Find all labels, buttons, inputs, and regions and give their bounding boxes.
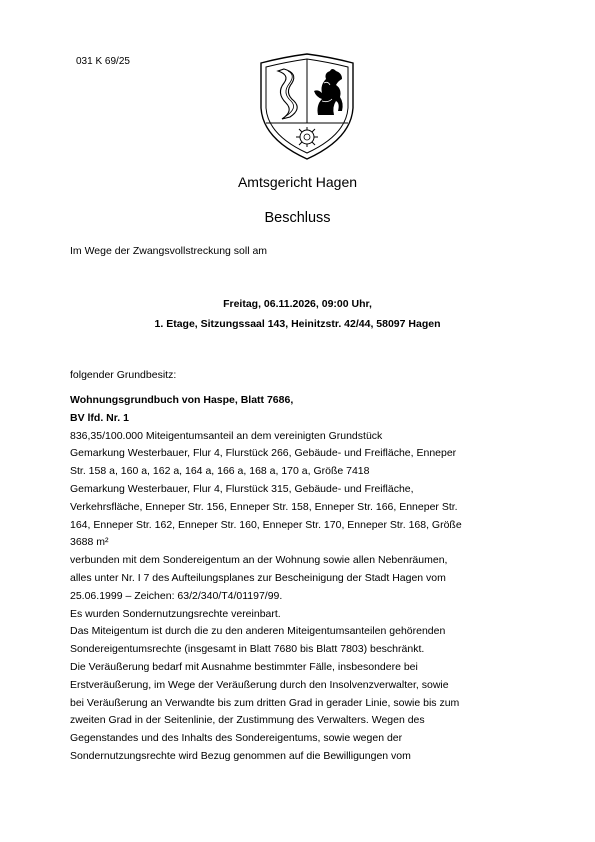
property-line: zweiten Grad in der Seitenlinie, der Zustimmung des Verwalters. Wegen des [70, 714, 425, 727]
property-line: 3688 m² [70, 536, 109, 549]
file-number: 031 K 69/25 [76, 56, 130, 67]
property-line: Die Veräußerung bedarf mit Ausnahme bestimmter Fälle, insbesondere bei [70, 660, 418, 673]
property-line: Erstveräußerung, im Wege der Veräußerung durch den Insolvenzverwalter, sowie [70, 678, 449, 691]
property-line: Sondernutzungsrechte wird Bezug genommen auf die Bewilligungen vom [70, 749, 411, 762]
property-line: 164, Enneper Str. 162, Enneper Str. 160, Enneper Str. 170, Enneper Str. 168, Größe [70, 518, 462, 531]
appointment-block [0, 294, 595, 334]
property-heading: Wohnungsgrundbuch von Haspe, Blatt 7686, [70, 394, 294, 406]
property-line: Es wurden Sondernutzungsrechte vereinbart. [70, 607, 281, 620]
property-line: 25.06.1999 – Zeichen: 63/2/340/T4/01197/99. [70, 589, 283, 602]
appointment-date: Freitag, 06.11.2026, 09:00 Uhr, [223, 298, 372, 310]
nrw-coat-of-arms-icon [258, 53, 356, 161]
property-line: verbunden mit dem Sondereigentum an der Wohnung sowie allen Nebenräumen, [70, 554, 448, 567]
property-line: alles unter Nr. I 7 des Aufteilungsplanes zur Bescheinigung der Stadt Hagen vom [70, 571, 446, 584]
property-line: Gemarkung Westerbauer, Flur 4, Flurstück 315, Gebäude- und Freifläche, [70, 482, 414, 495]
property-line: Das Miteigentum ist durch die zu den anderen Miteigentumsanteilen gehörenden [70, 625, 446, 638]
property-description [70, 392, 532, 766]
lead-text: folgender Grundbesitz: [70, 369, 177, 381]
bv-number: BV lfd. Nr. 1 [70, 411, 129, 424]
property-line: Gegenstandes und des Inhalts des Sondereigentums, sowie wegen der [70, 732, 403, 745]
property-line: bei Veräußerung an Verwandte bis zum dritten Grad in gerader Linie, sowie bis zum [70, 696, 460, 709]
property-line: Str. 158 a, 160 a, 162 a, 164 a, 166 a, 168 a, 170 a, Größe 7418 [70, 465, 370, 478]
intro-text: Im Wege der Zwangsvollstreckung soll am [70, 245, 268, 257]
property-line: Sondereigentumsrechte (insgesamt in Blatt 7680 bis Blatt 7803) beschränkt. [70, 643, 425, 656]
property-line: 836,35/100.000 Miteigentumsanteil an dem vereinigten Grundstück [70, 429, 383, 442]
property-line: Gemarkung Westerbauer, Flur 4, Flurstück 266, Gebäude- und Freifläche, Enneper [70, 447, 457, 460]
court-name: Amtsgericht Hagen [237, 174, 358, 190]
appointment-location: 1. Etage, Sitzungssaal 143, Heinitzstr. 42/44, 58097 Hagen [154, 318, 441, 330]
document-title: Beschluss [264, 210, 331, 226]
property-line: Verkehrsfläche, Enneper Str. 156, Enneper Str. 158, Enneper Str. 166, Enneper Str. [70, 500, 458, 513]
